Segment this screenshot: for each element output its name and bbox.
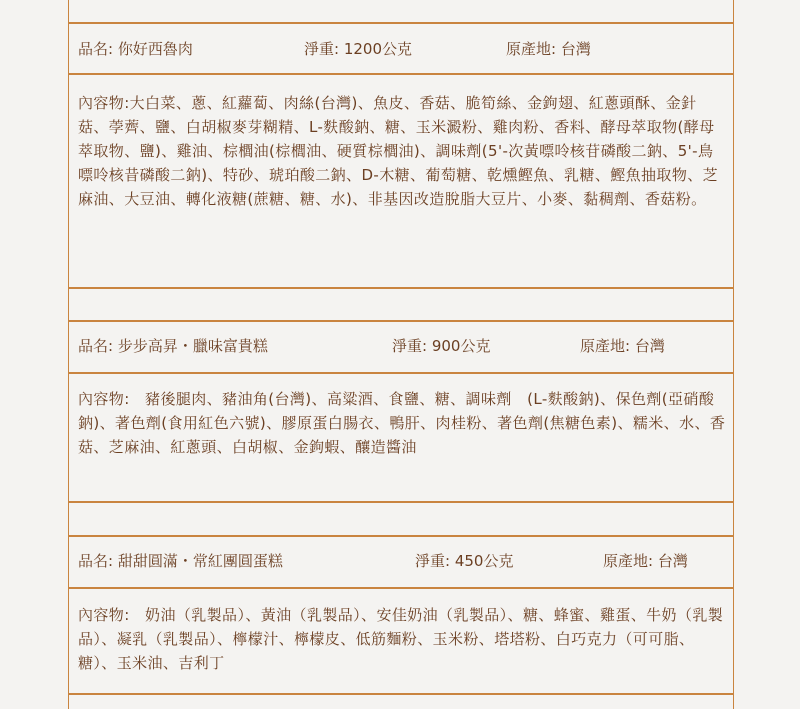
divider: [68, 587, 734, 589]
product-name: 品名: 甜甜圓滿・常紅團圓蛋糕: [78, 552, 283, 570]
product-weight: 淨重: 900公克: [392, 337, 491, 355]
divider: [68, 535, 734, 537]
divider: [68, 320, 734, 322]
divider: [68, 501, 734, 503]
divider: [68, 22, 734, 24]
divider: [68, 287, 734, 289]
product-ingredients: 內容物: 奶油（乳製品）、黃油（乳製品）、安佳奶油（乳製品）、糖、蜂蜜、雞蛋、牛奶（乳製品）、凝乳（乳製品）、檸檬汁、檸檬皮、低筋麵粉、玉米粉、塔塔粉、白巧克力（可可脂、糖）、玉米油、吉利丁: [78, 606, 724, 672]
product-ingredients: 內容物:大白菜、蔥、紅蘿蔔、肉絲(台灣)、魚皮、香菇、脆筍絲、金鉤翅、紅蔥頭酥、金針菇、荸薺、鹽、白胡椒麥芽糊精、L-麩酸鈉、糖、玉米澱粉、雞肉粉、香料、酵母萃取物(酵母萃取物、鹽)、雞油、棕櫚油(棕櫚油、硬質棕櫚油)、調味劑(5'-次黃嘌呤核苷磷酸二鈉、5'-鳥嘌呤核昔磷酸二鈉)、特砂、琥珀酸二鈉、D-木糖、葡萄糖、乾燻鰹魚、乳糖、鰹魚抽取物、芝麻油、大豆油、轉化液糖(蔗糖、糖、水)、非基因改造脫脂大豆片、小麥、黏稠劑、香菇粉。: [78, 94, 719, 208]
product-ingredients: 內容物: 豬後腿肉、豬油角(台灣)、高粱酒、食鹽、糖、調味劑 (L-麩酸鈉)、保色劑(亞硝酸鈉)、著色劑(食用紅色六號)、膠原蛋白腸衣、鴨肝、肉桂粉、著色劑(焦糖色素)、糯米、水、香菇、芝麻油、紅蔥頭、白胡椒、金鉤蝦、釀造醬油: [78, 390, 726, 456]
product-origin: 原產地: 台灣: [506, 40, 591, 58]
divider: [68, 372, 734, 374]
product-origin: 原產地: 台灣: [580, 337, 665, 355]
divider: [68, 73, 734, 75]
product-origin: 原產地: 台灣: [603, 552, 688, 570]
product-weight: 淨重: 450公克: [415, 552, 514, 570]
product-name: 品名: 你好西魯肉: [78, 40, 193, 58]
product-weight: 淨重: 1200公克: [304, 40, 412, 58]
divider: [68, 693, 734, 695]
product-name: 品名: 步步高昇・臘味富貴糕: [78, 337, 268, 355]
